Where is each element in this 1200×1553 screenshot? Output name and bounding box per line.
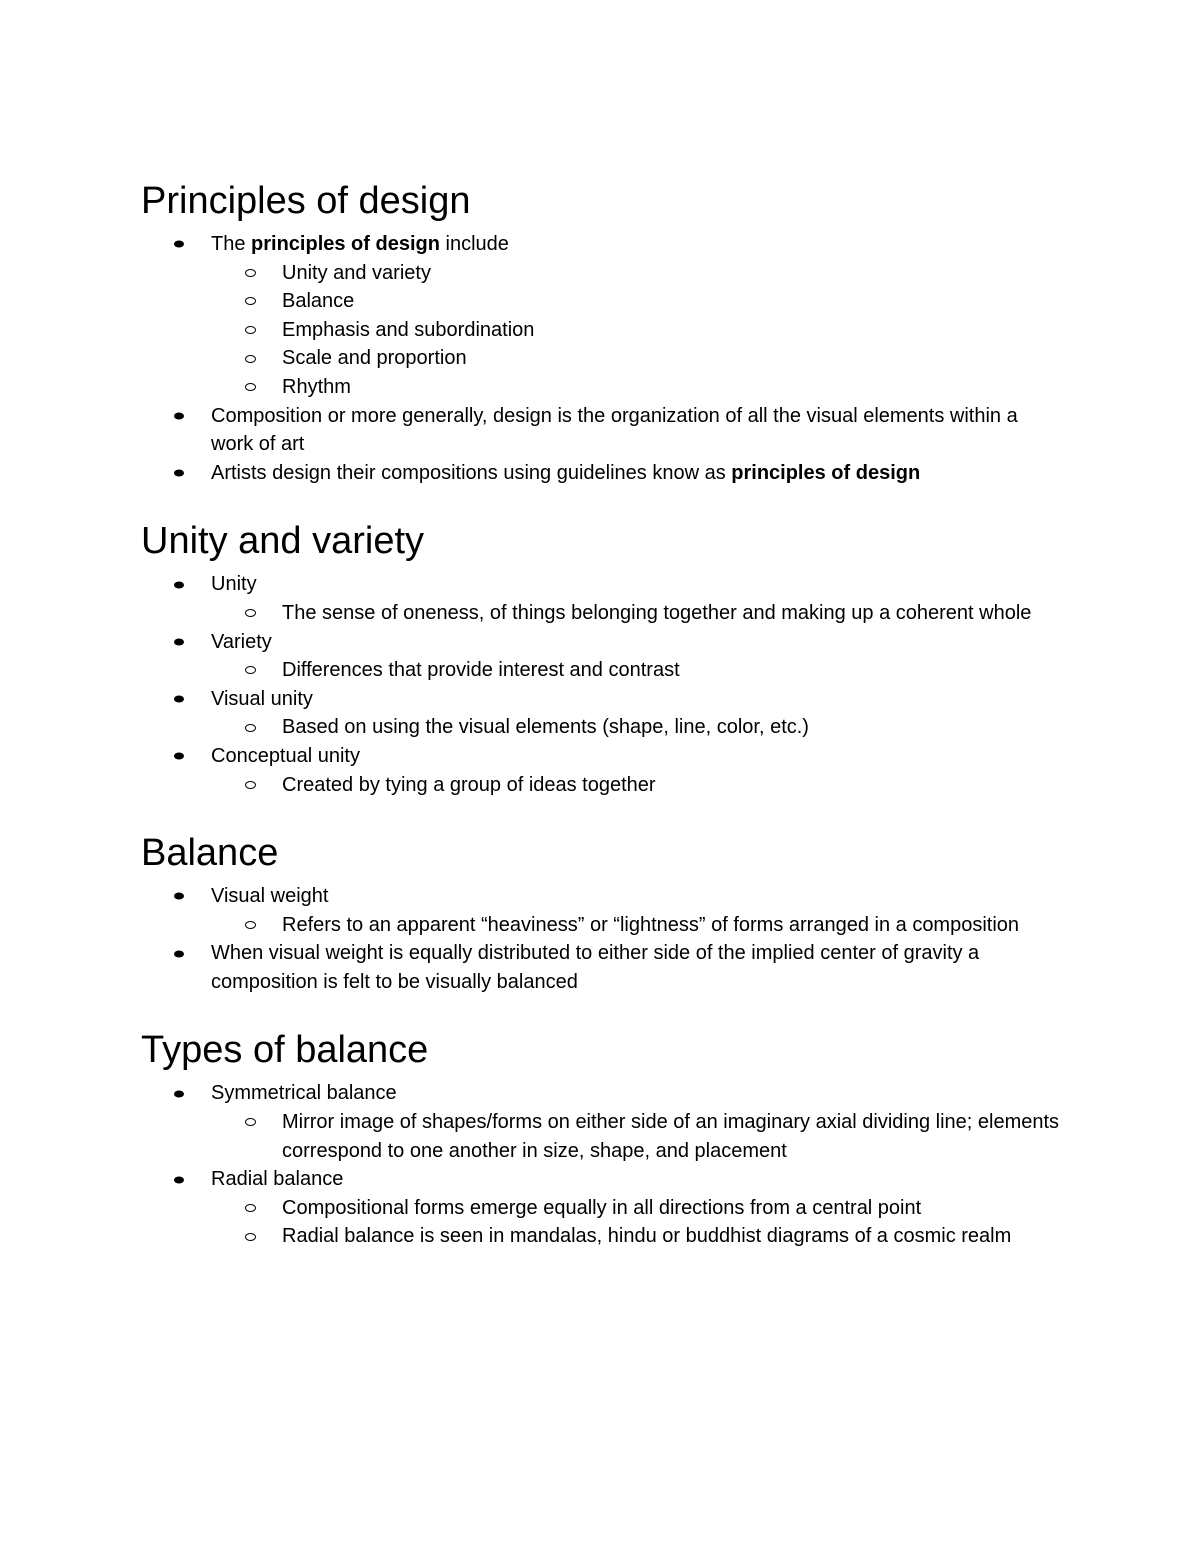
sub-list-item — [211, 316, 1061, 345]
sub-bullet-list — [211, 259, 1061, 402]
list-item — [141, 939, 1061, 996]
list-item — [141, 882, 1061, 939]
document-page — [141, 176, 1061, 1251]
bullet-dot-icon — [174, 402, 194, 431]
sub-bullet-list — [211, 656, 1061, 685]
sub-list-item — [211, 1108, 1061, 1165]
sub-list-item — [211, 287, 1061, 316]
heading-balance: Balance — [141, 832, 279, 875]
sub-item-text: Refers to an apparent “heaviness” or “lightness” of forms arranged in a composition — [282, 913, 1020, 936]
sub-item-text: Rhythm — [282, 375, 351, 398]
bullet-circle-icon — [245, 287, 265, 316]
item-text-pre: The — [211, 233, 252, 255]
bullet-dot-icon — [174, 939, 194, 968]
bullet-circle-icon — [245, 316, 265, 345]
sub-bullet-list — [211, 911, 1061, 940]
bullet-list — [141, 882, 1061, 996]
bullet-circle-icon — [245, 771, 265, 800]
item-text: Radial balance — [211, 1168, 344, 1191]
item-text-pre: Artists design their compositions using guidelines know as — [211, 461, 732, 484]
sub-bullet-list — [211, 771, 1061, 800]
bullet-circle-icon — [245, 599, 265, 628]
section-unity-and-variety — [141, 516, 1061, 799]
sub-list-item — [211, 599, 1061, 628]
bullet-circle-icon — [245, 656, 265, 685]
list-item — [141, 402, 1061, 459]
sub-item-text: Based on using the visual elements (shape, line, color, etc.) — [282, 716, 809, 739]
sub-item-text: Scale and proportion — [282, 347, 467, 370]
bullet-circle-icon — [245, 1108, 265, 1137]
item-text-bold: principles of design — [251, 233, 440, 255]
item-text-bold: principles of design — [731, 461, 921, 484]
sub-item-text: Radial balance is seen in mandalas, hindu or buddhist diagrams of a cosmic realm — [282, 1225, 1012, 1248]
bullet-dot-icon — [174, 1079, 194, 1108]
item-text: Symmetrical balance — [211, 1082, 397, 1105]
item-text: Visual unity — [211, 687, 313, 710]
section-types-of-balance — [141, 1025, 1061, 1251]
sub-list-item — [211, 713, 1061, 742]
item-text-post: include — [439, 233, 509, 255]
sub-bullet-list — [211, 713, 1061, 742]
sub-item-text: Created by tying a group of ideas together — [282, 773, 656, 796]
bullet-dot-icon — [174, 1165, 194, 1194]
list-item — [141, 1079, 1061, 1165]
bullet-circle-icon — [245, 713, 265, 742]
sub-bullet-list — [211, 599, 1061, 628]
list-item — [141, 1165, 1061, 1251]
bullet-dot-icon — [174, 230, 194, 259]
sub-list-item — [211, 1194, 1061, 1223]
bullet-dot-icon — [174, 628, 194, 657]
sub-list-item — [211, 656, 1061, 685]
bullet-dot-icon — [174, 685, 194, 714]
item-text: Unity — [211, 573, 257, 596]
bullet-circle-icon — [245, 911, 265, 940]
item-text: When visual weight is equally distributed to either side of the implied center of gravity a composition is felt to be visually balanced — [211, 942, 980, 993]
bullet-circle-icon — [245, 344, 265, 373]
list-item — [141, 570, 1061, 627]
bullet-dot-icon — [174, 742, 194, 771]
section-principles-of-design — [141, 176, 1061, 487]
item-text: Conceptual unity — [211, 744, 360, 767]
list-item — [141, 685, 1061, 742]
sub-bullet-list — [211, 1108, 1061, 1165]
list-item — [141, 230, 1061, 402]
sub-item-text: The sense of oneness, of things belonging together and making up a coherent whole — [282, 601, 1032, 624]
sub-item-text: Balance — [282, 290, 355, 313]
section-balance — [141, 828, 1061, 996]
sub-list-item — [211, 1222, 1061, 1251]
sub-item-text: Emphasis and subordination — [282, 318, 535, 341]
heading-types-of-balance: Types of balance — [141, 1029, 429, 1072]
bullet-circle-icon — [245, 373, 265, 402]
sub-list-item — [211, 373, 1061, 402]
bullet-list — [141, 230, 1061, 487]
list-item — [141, 628, 1061, 685]
bullet-circle-icon — [245, 1222, 265, 1251]
bullet-circle-icon — [245, 259, 265, 288]
sub-bullet-list — [211, 1194, 1061, 1251]
item-text: Composition or more generally, design is the organization of all the visual elements within a work of art — [211, 404, 1018, 456]
sub-list-item — [211, 911, 1061, 940]
item-text: Variety — [211, 630, 272, 653]
sub-list-item — [211, 259, 1061, 288]
sub-item-text: Unity and variety — [282, 261, 431, 284]
bullet-circle-icon — [245, 1194, 265, 1223]
sub-item-text: Differences that provide interest and contrast — [282, 659, 680, 682]
sub-list-item — [211, 771, 1061, 800]
bullet-dot-icon — [174, 570, 194, 599]
bullet-dot-icon — [174, 459, 194, 488]
bullet-dot-icon — [174, 882, 194, 911]
list-item — [141, 742, 1061, 799]
sub-item-text: Mirror image of shapes/forms on either side of an imaginary axial dividing line; elements correspond to one another in size, shape, and placement — [282, 1111, 1060, 1162]
bullet-list — [141, 570, 1061, 799]
heading-unity-and-variety: Unity and variety — [141, 520, 425, 563]
item-text: Visual weight — [211, 885, 329, 908]
sub-list-item — [211, 344, 1061, 373]
list-item — [141, 459, 1061, 488]
sub-item-text: Compositional forms emerge equally in all directions from a central point — [282, 1196, 922, 1219]
bullet-list — [141, 1079, 1061, 1251]
heading-principles-of-design: Principles of design — [141, 180, 471, 222]
